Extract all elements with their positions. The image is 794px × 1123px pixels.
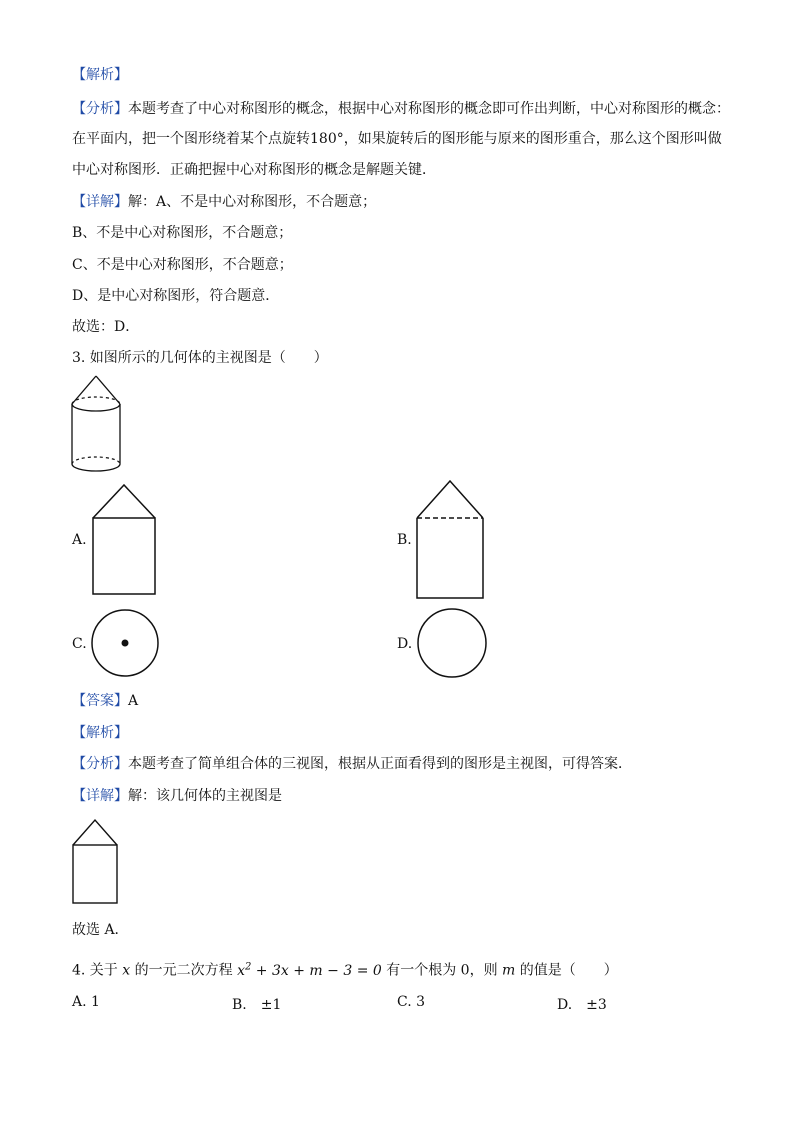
option-c-label: C.: [72, 636, 87, 652]
option-b-figure: [414, 478, 486, 602]
q4-option-a: A. 1: [72, 994, 100, 1010]
fenxi-label-1: 【分析】: [72, 101, 128, 117]
fenxi-paragraph-2: [72, 755, 632, 773]
q4-eq-exponent: 2: [244, 961, 252, 972]
question-3: 3. 如图所示的几何体的主视图是（ ）: [72, 350, 328, 366]
fenxi-text-2: 本题考查了简单组合体的三视图，根据从正面看得到的图形是主视图，可得答案．: [128, 756, 632, 772]
q4-variable-x: x: [122, 962, 131, 979]
xiangjie-text-2: 解：该几何体的主视图是: [128, 788, 282, 804]
solid-figure: [68, 374, 128, 474]
xiangjie-paragraph-1: [72, 193, 376, 211]
option-a-figure: [90, 482, 158, 598]
q4-after: 有一个根为 0，则: [386, 962, 498, 979]
q4-option-d: D. ±3: [557, 997, 607, 1013]
fenxi-paragraph-1: [72, 100, 730, 118]
fenxi-label-2: 【分析】: [72, 756, 128, 772]
q4-end: 的值是（ ）: [519, 962, 618, 979]
daan-label: 【答案】: [72, 693, 128, 709]
option-b-label: B.: [397, 532, 412, 548]
jiexi-heading-1: 【解析】: [72, 67, 128, 83]
q4-eq-x: x: [237, 962, 245, 979]
option-c-figure: [88, 607, 162, 679]
jiexi-heading-2: 【解析】: [72, 725, 128, 741]
answer-figure: [70, 817, 122, 907]
q4-option-c: C. 3: [397, 994, 426, 1010]
xiangjie-text-1: 解：A、不是中心对称图形，不合题意；: [128, 194, 377, 210]
fenxi-text-1: 本题考查了中心对称图形的概念，根据中心对称图形的概念即可作出判断，中心对称图形的概念：: [128, 101, 730, 117]
analysis-line-b: B、不是中心对称图形，不合题意；: [72, 225, 293, 241]
daan-value: A: [128, 693, 139, 709]
answer-conclusion-2: 故选 A．: [72, 922, 129, 938]
fenxi-line-3: 中心对称图形．正确把握中心对称图形的概念是解题关键．: [72, 162, 436, 178]
answer-conclusion-1: 故选：D．: [72, 319, 140, 335]
q4-eq-rest: + 3x + m − 3 = 0: [251, 962, 382, 979]
answer-line: [72, 692, 138, 710]
xiangjie-label-2: 【详解】: [72, 788, 128, 804]
q4-variable-m: m: [502, 962, 516, 979]
q4-prefix: 4. 关于: [72, 962, 118, 979]
question-4: [72, 958, 618, 980]
analysis-line-d: D、是中心对称图形，符合题意．: [72, 288, 280, 304]
xiangjie-paragraph-2: [72, 787, 282, 805]
option-a-label: A.: [72, 532, 87, 548]
analysis-line-c: C、不是中心对称图形，不合题意；: [72, 257, 293, 273]
option-d-label: D.: [397, 636, 413, 652]
fenxi-line-2: 在平面内，把一个图形绕着某个点旋转180°，如果旋转后的图形能与原来的图形重合，那么这个图形叫做: [72, 131, 722, 147]
xiangjie-label-1: 【详解】: [72, 194, 128, 210]
q4-option-b: B. ±1: [232, 997, 282, 1013]
option-d-figure: [414, 606, 490, 680]
q4-mid: 的一元二次方程: [134, 962, 233, 979]
q4-equation: [237, 963, 382, 979]
